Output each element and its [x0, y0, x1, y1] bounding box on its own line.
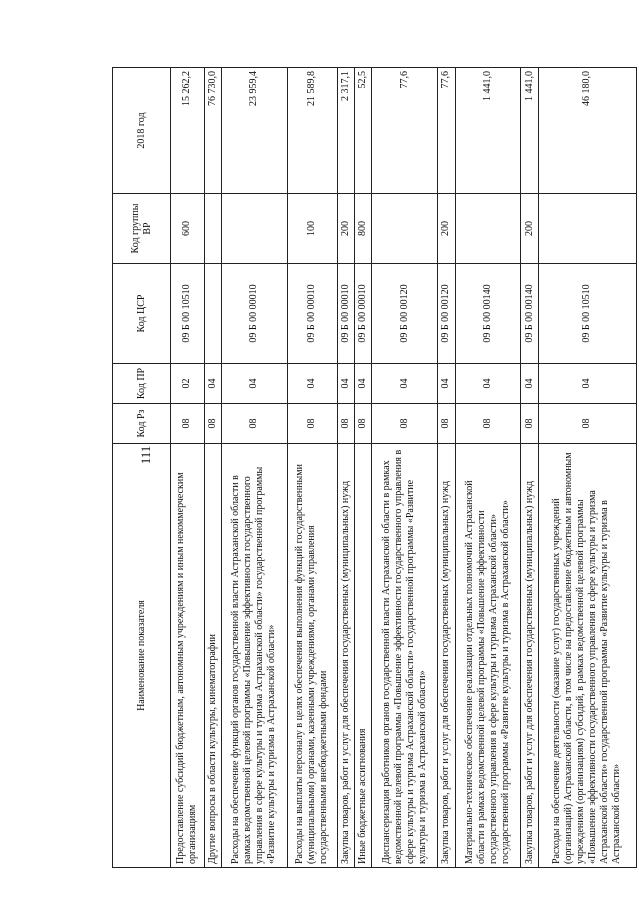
row-vr [538, 194, 636, 264]
row-csr: 09 Б 00 00010 [337, 264, 354, 364]
row-pr: 04 [372, 364, 438, 404]
row-name: Закупка товаров, работ и услуг для обеспечения государственных (муниципальных) нужд [438, 444, 455, 868]
row-vr: 200 [337, 194, 354, 264]
row-pr: 04 [538, 364, 636, 404]
row-name: Закупка товаров, работ и услуг для обеспечения государственных (муниципальных) нужд [521, 444, 538, 868]
table-row [538, 68, 636, 868]
row-csr [204, 264, 221, 364]
row-sum: 77,6 [438, 68, 455, 194]
row-name: Расходы на выплаты персоналу в целях обеспечения выполнения функций государственными (муниципальными) органами, казенными учреждениями, органами управления государственными внебюджетными фондами [287, 444, 337, 868]
row-csr: 09 Б 00 00120 [438, 264, 455, 364]
row-sum: 77,6 [372, 68, 438, 194]
row-rz: 08 [538, 404, 636, 444]
row-pr: 02 [171, 364, 205, 404]
table-row [171, 68, 205, 868]
row-name: Материально-техническое обеспечение реализации отдельных полномочий Астраханской области в рамках ведомственной целевой программы «Повышение эффективности государственного управления в сфере культуры и туризма Астраханской области» государственной программы «Развитие культуры и туризма в Астраханской области» [455, 444, 521, 868]
row-csr: 09 Б 00 00010 [354, 264, 371, 364]
row-pr: 04 [204, 364, 221, 404]
row-rz: 08 [287, 404, 337, 444]
row-csr: 09 Б 00 00140 [455, 264, 521, 364]
row-sum: 21 589,8 [287, 68, 337, 194]
row-pr: 04 [521, 364, 538, 404]
row-vr [372, 194, 438, 264]
budget-table-container [112, 68, 637, 868]
row-sum: 1 441,0 [521, 68, 538, 194]
row-name: Диспансеризация работников органов государственной власти Астраханской области в рамках ведомственной целевой программы «Повышение эффективности государственного управления в сфере культуры и туризма Астраханской области» государственной программы «Развитие культуры и туризма в Астраханской области» [372, 444, 438, 868]
row-name: Предоставление субсидий бюджетным, автономным учреждениям и иным некоммерческим организациям [171, 444, 205, 868]
table-row [372, 68, 438, 868]
row-sum: 2 317,1 [337, 68, 354, 194]
row-pr: 04 [438, 364, 455, 404]
table-row [222, 68, 288, 868]
row-vr [204, 194, 221, 264]
row-sum: 15 262,2 [171, 68, 205, 194]
page-number: 111 [138, 445, 153, 465]
row-csr: 09 Б 00 00010 [222, 264, 288, 364]
row-csr: 09 Б 00 00120 [372, 264, 438, 364]
row-name: Расходы на обеспечение функций органов государственной власти Астраханской области в рамках ведомственной целевой программы «Повышение эффективности государственного управления в сфере культуры и туризма Астраханской области» государственной программы «Развитие культуры и туризма в Астраханской области» [222, 444, 288, 868]
row-sum: 1 441,0 [455, 68, 521, 194]
col-header-pr: Код ПР [113, 364, 171, 404]
row-sum: 46 180,0 [538, 68, 636, 194]
row-csr: 09 Б 00 10510 [171, 264, 205, 364]
table-row [455, 68, 521, 868]
table-row [354, 68, 371, 868]
row-name: Другие вопросы в области культуры, кинематографии [204, 444, 221, 868]
row-rz: 08 [354, 404, 371, 444]
row-csr: 09 Б 00 10510 [538, 264, 636, 364]
row-vr: 200 [521, 194, 538, 264]
row-rz: 08 [337, 404, 354, 444]
row-pr: 04 [455, 364, 521, 404]
row-pr: 04 [222, 364, 288, 404]
row-name: Закупка товаров, работ и услуг для обеспечения государственных (муниципальных) нужд [337, 444, 354, 868]
row-pr: 04 [287, 364, 337, 404]
row-sum: 23 959,4 [222, 68, 288, 194]
row-rz: 08 [521, 404, 538, 444]
budget-table [112, 67, 637, 868]
row-vr: 200 [438, 194, 455, 264]
table-row [438, 68, 455, 868]
table-row [204, 68, 221, 868]
col-header-vr: Код группы ВР [113, 194, 171, 264]
row-name: Иные бюджетные ассигнования [354, 444, 371, 868]
row-rz: 08 [455, 404, 521, 444]
row-vr: 100 [287, 194, 337, 264]
row-pr: 04 [337, 364, 354, 404]
col-header-year: 2018 год [113, 68, 171, 194]
row-csr: 09 Б 00 00140 [521, 264, 538, 364]
table-row [521, 68, 538, 868]
row-vr: 800 [354, 194, 371, 264]
row-rz: 08 [171, 404, 205, 444]
row-vr: 600 [171, 194, 205, 264]
table-header-row [113, 68, 171, 868]
table-row [337, 68, 354, 868]
row-vr [455, 194, 521, 264]
row-sum: 76 730,0 [204, 68, 221, 194]
row-rz: 08 [438, 404, 455, 444]
col-header-csr: Код ЦСР [113, 264, 171, 364]
row-name: Расходы на обеспечение деятельности (оказание услуг) государственных учреждений (организаций) Астраханской области, в том числе на предоставление бюджетным и автономным учреждениям (организациям) субсидий, в рамках ведомственной целевой программы «Повышение эффективности государственного управления в сфере культуры и туризма Астраханской области» государственной программы «Развитие культуры и туризма в Астраханской области» [538, 444, 636, 868]
col-header-rz: Код Рз [113, 404, 171, 444]
col-header-name: Наименование показателя [113, 444, 171, 868]
row-csr: 09 Б 00 00010 [287, 264, 337, 364]
row-rz: 08 [222, 404, 288, 444]
row-rz: 08 [204, 404, 221, 444]
row-sum: 52,5 [354, 68, 371, 194]
row-pr: 04 [354, 364, 371, 404]
table-row [287, 68, 337, 868]
row-vr [222, 194, 288, 264]
row-rz: 08 [372, 404, 438, 444]
